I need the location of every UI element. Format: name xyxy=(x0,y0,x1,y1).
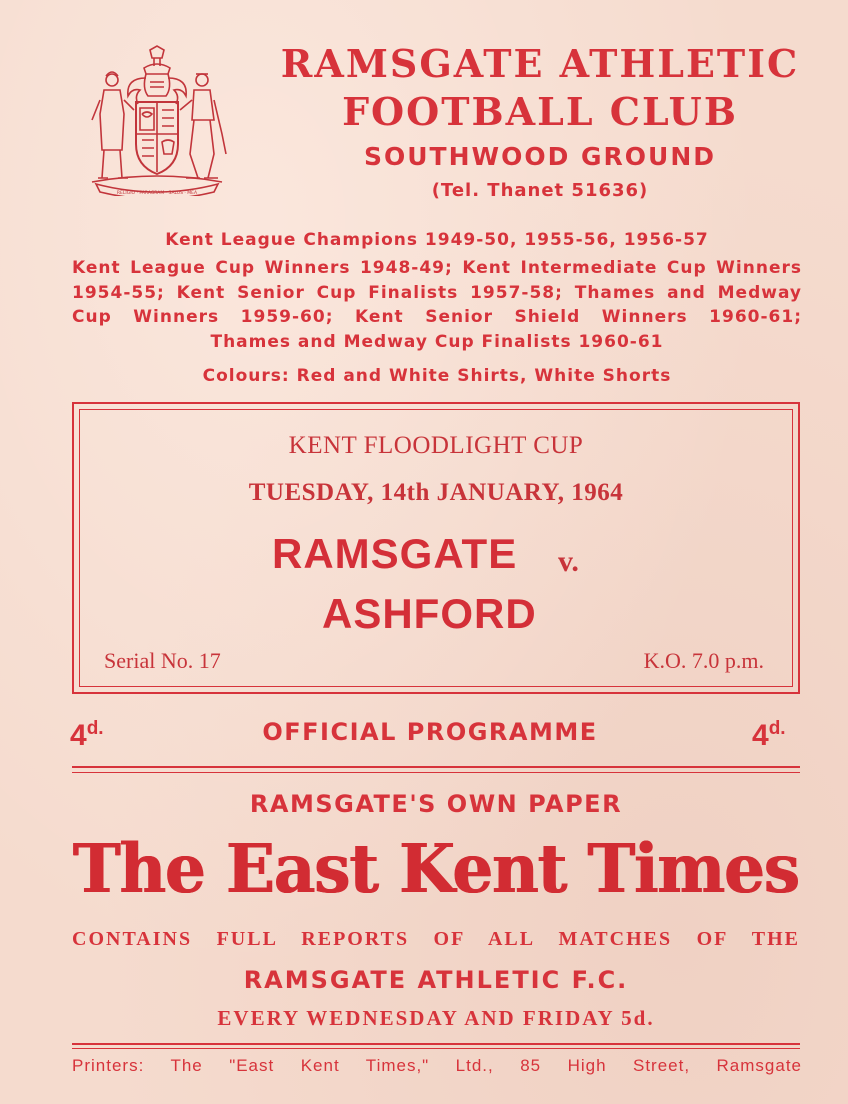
kick-off-time: K.O. 7.0 p.m. xyxy=(643,648,764,673)
coat-of-arms-icon xyxy=(82,44,232,196)
honours-line-5: Thames and Medway Cup Finalists 1960-61 xyxy=(210,332,664,352)
away-team: ASHFORD xyxy=(322,590,537,637)
price-left-unit: d. xyxy=(86,718,104,739)
price-left xyxy=(70,718,104,753)
official-programme-label: OFFICIAL PROGRAMME xyxy=(262,718,598,746)
match-date: TUESDAY, 14th JANUARY, 1964 xyxy=(248,479,624,506)
price-right xyxy=(752,718,786,753)
club-colours: Colours: Red and White Shirts, White Shorts xyxy=(202,366,672,386)
telephone: (Tel. Thanet 51636) xyxy=(431,180,649,201)
divider-bottom-thin xyxy=(72,1048,800,1049)
advert-schedule: EVERY WEDNESDAY AND FRIDAY 5d. xyxy=(217,1006,655,1030)
competition-name: KENT FLOODLIGHT CUP xyxy=(288,432,584,459)
printers-credit: Printers: The "East Kent Times," Ltd., 85 High Street, Ramsgate xyxy=(72,1056,802,1075)
honours-line-2: Kent League Cup Winners 1948-49; Kent Intermediate Cup Winners xyxy=(72,258,802,278)
versus-label: v. xyxy=(558,545,579,578)
price-right-unit: d. xyxy=(768,718,786,739)
divider-top xyxy=(72,766,800,768)
ground-name: SOUTHWOOD GROUND xyxy=(363,142,717,171)
club-name-line1: RAMSGATE ATHLETIC xyxy=(280,41,800,86)
crest-motto: RELIGIO · PARAGRAM · SALUS · MEA xyxy=(116,191,198,196)
serial-number: Serial No. 17 xyxy=(104,648,221,673)
newspaper-masthead: The East Kent Times xyxy=(73,830,799,909)
price-right-amount: 4 xyxy=(752,719,769,752)
price-left-amount: 4 xyxy=(70,719,87,752)
honours-line-4: Cup Winners 1959-60; Kent Senior Shield Winners 1960-61; xyxy=(72,307,802,327)
advert-tagline: RAMSGATE'S OWN PAPER xyxy=(249,790,623,818)
advert-club: RAMSGATE ATHLETIC F.C. xyxy=(243,966,629,994)
divider-bottom xyxy=(72,1043,800,1045)
home-team: RAMSGATE xyxy=(272,530,518,577)
honours-line-1: Kent League Champions 1949-50, 1955-56, 1956-57 xyxy=(165,230,709,250)
club-name-line2: FOOTBALL CLUB xyxy=(342,89,738,134)
divider-top-thin xyxy=(72,772,800,773)
advert-contains: CONTAINS FULL REPORTS OF ALL MATCHES OF THE xyxy=(72,928,800,950)
honours-line-3: 1954-55; Kent Senior Cup Finalists 1957-58; Thames and Medway xyxy=(72,283,802,303)
